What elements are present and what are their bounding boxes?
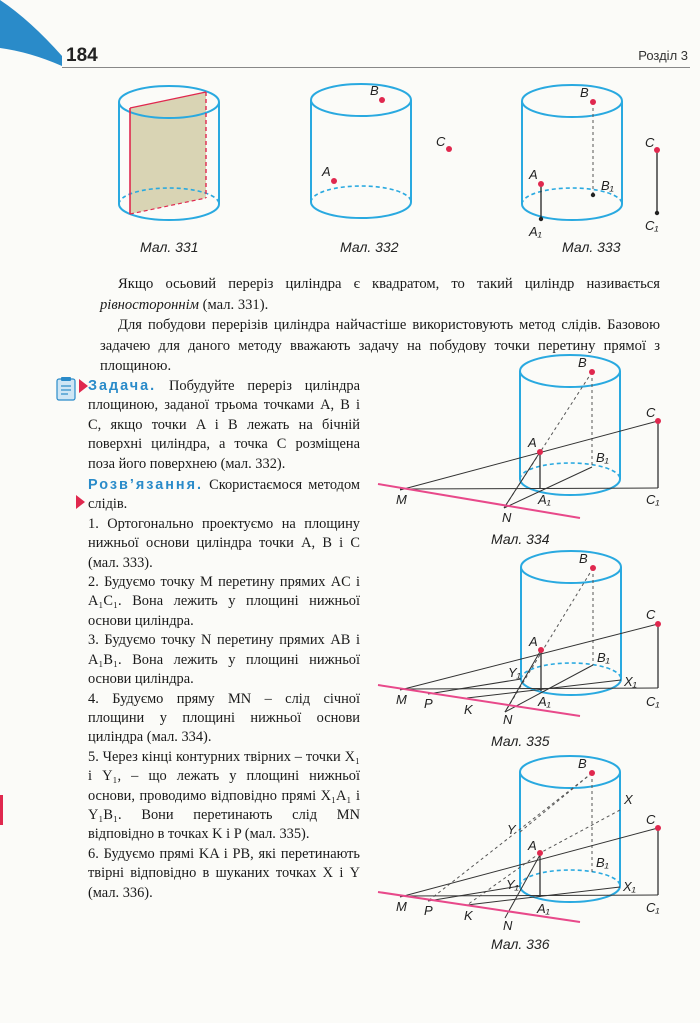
solution-keyword: Розв’язання. (88, 477, 203, 494)
figure-336 (378, 756, 661, 952)
margin-mark (0, 795, 3, 825)
task-keyword: Задача. (88, 378, 157, 394)
label-335-p: P (424, 696, 433, 711)
label-334-c: C (646, 405, 656, 420)
caption-331: Мал. 331 (140, 239, 199, 255)
label-336-p: P (424, 903, 433, 918)
label-335-b: B (579, 551, 588, 566)
label-335-m: M (396, 692, 407, 707)
label-336-y1: Y₁ (506, 877, 519, 892)
figure-333 (522, 85, 660, 255)
task-icon (55, 376, 79, 402)
solution-marker-icon (76, 495, 85, 509)
label-335-a: A (529, 634, 538, 649)
p1-ref: (мал. 331). (198, 296, 269, 313)
caption-332: Мал. 332 (340, 239, 399, 255)
label-336-y: Y (507, 822, 516, 837)
task-text: Побудуйте переріз циліндра площиною, заданої трьома точками A, B і C, якщо точки A і B лежать на бічній поверхні циліндра, а точка C розміщена поза його поверхнею (мал. 332). (88, 378, 360, 472)
step-5: 5. Через кінці контурних твірних – точки X₁ і Y₁, – що лежать у площині нижньої основи, проводимо відповідно прямі X₁A₁ і Y₁B₁. Вони перетинають слід MN відповідно в точках K і P (мал. 335). (88, 748, 360, 843)
label-334-b: B (578, 355, 587, 370)
label-332-a: A (322, 164, 331, 179)
label-335-c1: C₁ (646, 694, 660, 709)
solution-paragraph (88, 476, 360, 515)
label-336-k: K (464, 908, 473, 923)
caption-333: Мал. 333 (562, 239, 621, 255)
figure-335 (378, 551, 661, 749)
paragraph-equilateral (100, 274, 660, 315)
label-332-b: B (370, 83, 379, 98)
step-1: 1. Ортогонально проектуємо на площину нижньої основи циліндра точки A, B і C (мал. 333). (88, 515, 360, 571)
label-333-a: A (529, 167, 538, 182)
label-335-y1: Y₁ (508, 665, 521, 680)
label-336-n: N (503, 918, 513, 933)
label-335-x1: X₁ (624, 674, 637, 689)
label-334-b1: B₁ (596, 450, 609, 465)
label-336-c: C (646, 812, 656, 827)
label-335-n: N (503, 712, 513, 727)
figure-331 (119, 86, 219, 255)
label-336-x: X (624, 792, 633, 807)
label-333-b1: B₁ (601, 178, 614, 193)
label-334-c1: C₁ (646, 492, 660, 507)
label-335-c: C (646, 607, 656, 622)
paragraph-trace-method: Для побудови перерізів циліндра найчастіше використовують метод слідів. Базовою задачею для даного методу вважають задачу на побудову точки перетину прямої з площиною. (100, 317, 660, 374)
label-333-c: C (645, 135, 655, 150)
label-334-a1: A₁ (538, 492, 551, 507)
label-332-c: C (436, 134, 446, 149)
label-335-b1: B₁ (597, 650, 610, 665)
step-6: 6. Будуємо прямі KA і PB, які перетинають твірні відповідно в шуканих точках X і Y (мал. 336). (88, 845, 360, 901)
step-2: 2. Будуємо точку M перетину прямих AC і A₁C₁. Вона лежить у площині нижньої основи циліндра. (88, 574, 360, 629)
section-title: Розділ 3 (638, 48, 688, 63)
step-3: 3. Будуємо точку N перетину прямих AB і A₁B₁. Вона лежить у площині нижньої основи циліндра. (88, 632, 360, 688)
label-333-a1: A₁ (529, 224, 542, 239)
label-336-m: M (396, 899, 407, 914)
task-column (88, 377, 360, 903)
label-335-k: K (464, 702, 473, 717)
caption-334: Мал. 334 (491, 531, 550, 547)
caption-336: Мал. 336 (491, 936, 550, 952)
solution-intro: Скористаємося методом слідів. (88, 477, 360, 513)
label-336-a: A (528, 838, 537, 853)
term-equilateral: рівностороннім (100, 296, 199, 313)
label-336-x1: X₁ (623, 879, 636, 894)
label-335-a1: A₁ (538, 694, 551, 709)
step-4: 4. Будуємо пряму MN – слід січної площини у площині нижньої основи циліндра (мал. 334). (88, 690, 360, 746)
page-number: 184 (66, 45, 98, 66)
label-336-a1: A₁ (537, 901, 550, 916)
label-333-c1: C₁ (645, 218, 659, 233)
label-334-n: N (502, 510, 512, 525)
label-336-b1: B₁ (596, 855, 609, 870)
figure-332 (311, 83, 452, 255)
label-336-b: B (578, 756, 587, 771)
task-paragraph (88, 377, 360, 474)
label-333-b: B (580, 85, 589, 100)
axial-section (130, 92, 206, 214)
caption-335: Мал. 335 (491, 733, 550, 749)
label-336-c1: C₁ (646, 900, 660, 915)
label-334-m: M (396, 492, 407, 507)
p1-text: Якщо осьовий переріз циліндра є квадратом, то такий циліндр називається (118, 276, 660, 292)
label-334-a: A (528, 435, 537, 450)
figure-334 (378, 355, 661, 547)
task-marker-icon (79, 379, 88, 393)
